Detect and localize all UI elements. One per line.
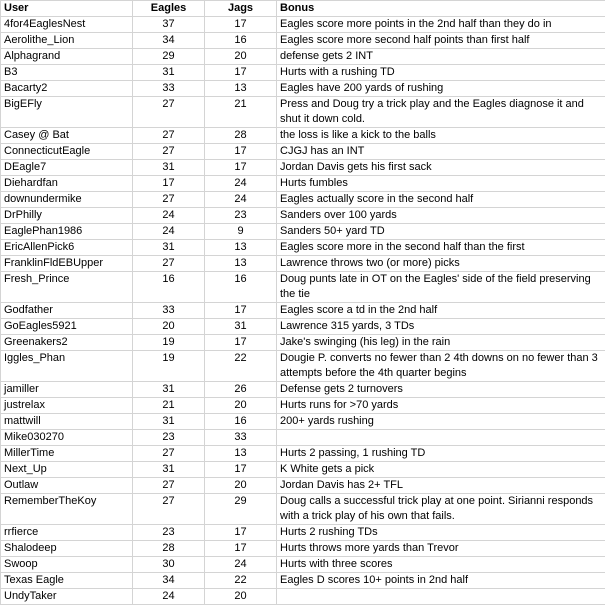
cell-eagles[interactable]: 24 [133,589,205,605]
cell-bonus[interactable]: Hurts fumbles [277,176,605,192]
table-row [1,272,605,303]
cell-user[interactable]: EricAllenPick6 [1,240,133,256]
cell-jags[interactable]: 24 [205,192,277,208]
cell-jags[interactable]: 26 [205,382,277,398]
cell-eagles[interactable]: 27 [133,192,205,208]
table-row [1,446,605,462]
table-row [1,128,605,144]
cell-eagles[interactable]: 23 [133,525,205,541]
table-row [1,462,605,478]
cell-eagles[interactable]: 34 [133,573,205,589]
cell-jags[interactable]: 21 [205,97,277,128]
table-row [1,49,605,65]
cell-jags[interactable]: 13 [205,240,277,256]
cell-jags[interactable]: 16 [205,414,277,430]
table-row [1,176,605,192]
table-row [1,33,605,49]
cell-jags[interactable]: 17 [205,525,277,541]
cell-bonus[interactable]: Hurts 2 rushing TDs [277,525,605,541]
cell-jags[interactable]: 22 [205,573,277,589]
cell-user[interactable]: MillerTime [1,446,133,462]
cell-bonus[interactable] [277,589,605,605]
cell-bonus[interactable]: Eagles have 200 yards of rushing [277,81,605,97]
cell-user[interactable]: Outlaw [1,478,133,494]
cell-bonus[interactable]: Eagles score more second half points than first half [277,33,605,49]
cell-user[interactable]: jamiller [1,382,133,398]
cell-bonus[interactable]: Lawrence 315 yards, 3 TDs [277,319,605,335]
cell-user[interactable]: rrfierce [1,525,133,541]
cell-bonus[interactable]: Hurts 2 passing, 1 rushing TD [277,446,605,462]
cell-eagles[interactable]: 19 [133,351,205,382]
table-row [1,319,605,335]
cell-bonus[interactable]: Hurts with three scores [277,557,605,573]
cell-bonus[interactable]: Hurts runs for >70 yards [277,398,605,414]
cell-jags[interactable]: 29 [205,494,277,525]
cell-jags[interactable]: 20 [205,49,277,65]
cell-bonus[interactable]: Eagles score more points in the 2nd half than they do in [277,17,605,33]
cell-jags[interactable]: 17 [205,17,277,33]
table-row [1,17,605,33]
cell-user[interactable]: Texas Eagle [1,573,133,589]
cell-bonus[interactable]: Jordan Davis gets his first sack [277,160,605,176]
header-bonus[interactable]: Bonus [277,1,605,17]
cell-jags[interactable]: 16 [205,272,277,303]
cell-eagles[interactable]: 19 [133,335,205,351]
cell-jags[interactable]: 22 [205,351,277,382]
cell-jags[interactable]: 17 [205,462,277,478]
table-row [1,478,605,494]
cell-eagles[interactable]: 17 [133,176,205,192]
cell-bonus[interactable]: Jordan Davis has 2+ TFL [277,478,605,494]
cell-eagles[interactable]: 20 [133,319,205,335]
cell-user[interactable]: Next_Up [1,462,133,478]
cell-user[interactable]: Alphagrand [1,49,133,65]
cell-user[interactable]: Godfather [1,303,133,319]
cell-eagles[interactable]: 31 [133,65,205,81]
cell-jags[interactable]: 13 [205,81,277,97]
cell-eagles[interactable]: 37 [133,17,205,33]
cell-user[interactable]: EaglePhan1986 [1,224,133,240]
cell-user[interactable]: DEagle7 [1,160,133,176]
table-row [1,97,605,128]
cell-eagles[interactable]: 23 [133,430,205,446]
cell-bonus[interactable]: CJGJ has an INT [277,144,605,160]
cell-eagles[interactable]: 31 [133,382,205,398]
cell-user[interactable]: mattwill [1,414,133,430]
cell-eagles[interactable]: 34 [133,33,205,49]
table-row [1,398,605,414]
cell-bonus[interactable]: Defense gets 2 turnovers [277,382,605,398]
cell-bonus[interactable]: Lawrence throws two (or more) picks [277,256,605,272]
table-row [1,430,605,446]
cell-jags[interactable]: 20 [205,398,277,414]
table-row [1,65,605,81]
table-row [1,525,605,541]
table-row [1,144,605,160]
cell-user[interactable]: Shalodeep [1,541,133,557]
cell-user[interactable]: DrPhilly [1,208,133,224]
cell-bonus[interactable]: Doug calls a successful trick play at one point. Sirianni responds with a trick play of his own that fails. [277,494,605,525]
table-row [1,303,605,319]
cell-jags[interactable]: 13 [205,256,277,272]
cell-eagles[interactable]: 21 [133,398,205,414]
cell-jags[interactable]: 17 [205,541,277,557]
cell-user[interactable]: downundermike [1,192,133,208]
cell-eagles[interactable]: 27 [133,446,205,462]
cell-jags[interactable]: 20 [205,478,277,494]
cell-jags[interactable]: 24 [205,557,277,573]
cell-bonus[interactable]: Sanders over 100 yards [277,208,605,224]
cell-bonus[interactable]: defense gets 2 INT [277,49,605,65]
cell-bonus[interactable]: 200+ yards rushing [277,414,605,430]
cell-user[interactable]: BigEFly [1,97,133,128]
table-row [1,382,605,398]
cell-bonus[interactable]: the loss is like a kick to the balls [277,128,605,144]
cell-jags[interactable]: 17 [205,144,277,160]
cell-bonus[interactable]: Jake's swinging (his leg) in the rain [277,335,605,351]
cell-user[interactable]: UndyTaker [1,589,133,605]
table-row [1,160,605,176]
cell-bonus[interactable]: Sanders 50+ yard TD [277,224,605,240]
cell-jags[interactable]: 16 [205,33,277,49]
cell-eagles[interactable]: 33 [133,303,205,319]
table-row [1,208,605,224]
table-row [1,541,605,557]
table-row [1,351,605,382]
cell-eagles[interactable]: 29 [133,49,205,65]
header-row [1,1,605,17]
cell-jags[interactable]: 20 [205,589,277,605]
cell-jags[interactable]: 13 [205,446,277,462]
cell-eagles[interactable]: 24 [133,224,205,240]
cell-user[interactable]: Aerolithe_Lion [1,33,133,49]
cell-user[interactable]: Diehardfan [1,176,133,192]
cell-bonus[interactable]: Eagles score more in the second half than the first [277,240,605,256]
cell-jags[interactable]: 17 [205,303,277,319]
table-row [1,557,605,573]
cell-eagles[interactable]: 31 [133,462,205,478]
cell-user[interactable]: Swoop [1,557,133,573]
cell-user[interactable]: justrelax [1,398,133,414]
cell-user[interactable]: Casey @ Bat [1,128,133,144]
cell-bonus[interactable]: Hurts with a rushing TD [277,65,605,81]
cell-bonus[interactable] [277,430,605,446]
cell-jags[interactable]: 28 [205,128,277,144]
cell-user[interactable]: Bacarty2 [1,81,133,97]
cell-jags[interactable]: 17 [205,335,277,351]
cell-bonus[interactable]: K White gets a pick [277,462,605,478]
cell-eagles[interactable]: 27 [133,97,205,128]
table-row [1,414,605,430]
table-row [1,81,605,97]
cell-bonus[interactable]: Press and Doug try a trick play and the Eagles diagnose it and shut it down cold. [277,97,605,128]
cell-bonus[interactable]: Eagles actually score in the second half [277,192,605,208]
cell-user[interactable]: 4for4EaglesNest [1,17,133,33]
cell-bonus[interactable]: Doug punts late in OT on the Eagles' side of the field preserving the tie [277,272,605,303]
cell-eagles[interactable]: 16 [133,272,205,303]
cell-user[interactable]: FranklinFldEBUpper [1,256,133,272]
cell-jags[interactable]: 23 [205,208,277,224]
cell-eagles[interactable]: 33 [133,81,205,97]
table-row [1,240,605,256]
header-user[interactable]: User [1,1,133,17]
cell-user[interactable]: Iggles_Phan [1,351,133,382]
cell-bonus[interactable]: Eagles D scores 10+ points in 2nd half [277,573,605,589]
table-row [1,335,605,351]
cell-bonus[interactable]: Dougie P. converts no fewer than 2 4th downs on no fewer than 3 attempts before the 4th quarter begins [277,351,605,382]
cell-user[interactable]: ConnecticutEagle [1,144,133,160]
cell-jags[interactable]: 17 [205,65,277,81]
table-row [1,494,605,525]
cell-jags[interactable]: 17 [205,160,277,176]
cell-jags[interactable]: 31 [205,319,277,335]
cell-user[interactable]: B3 [1,65,133,81]
cell-eagles[interactable]: 27 [133,256,205,272]
cell-user[interactable]: Greenakers2 [1,335,133,351]
cell-eagles[interactable]: 27 [133,144,205,160]
table-row [1,224,605,240]
cell-eagles[interactable]: 27 [133,494,205,525]
table-row [1,573,605,589]
cell-eagles[interactable]: 31 [133,240,205,256]
cell-eagles[interactable]: 28 [133,541,205,557]
cell-eagles[interactable]: 27 [133,128,205,144]
cell-bonus[interactable]: Eagles score a td in the 2nd half [277,303,605,319]
cell-eagles[interactable]: 30 [133,557,205,573]
cell-user[interactable]: Fresh_Prince [1,272,133,303]
cell-user[interactable]: GoEagles5921 [1,319,133,335]
cell-eagles[interactable]: 31 [133,160,205,176]
cell-bonus[interactable]: Hurts throws more yards than Trevor [277,541,605,557]
cell-jags[interactable]: 24 [205,176,277,192]
cell-eagles[interactable]: 27 [133,478,205,494]
cell-user[interactable]: RememberTheKoy [1,494,133,525]
cell-eagles[interactable]: 31 [133,414,205,430]
cell-eagles[interactable]: 24 [133,208,205,224]
header-eagles[interactable]: Eagles [133,1,205,17]
table-row [1,256,605,272]
table-row [1,192,605,208]
cell-jags[interactable]: 33 [205,430,277,446]
header-jags[interactable]: Jags [205,1,277,17]
table-row [1,589,605,605]
cell-user[interactable]: Mike030270 [1,430,133,446]
cell-jags[interactable]: 9 [205,224,277,240]
